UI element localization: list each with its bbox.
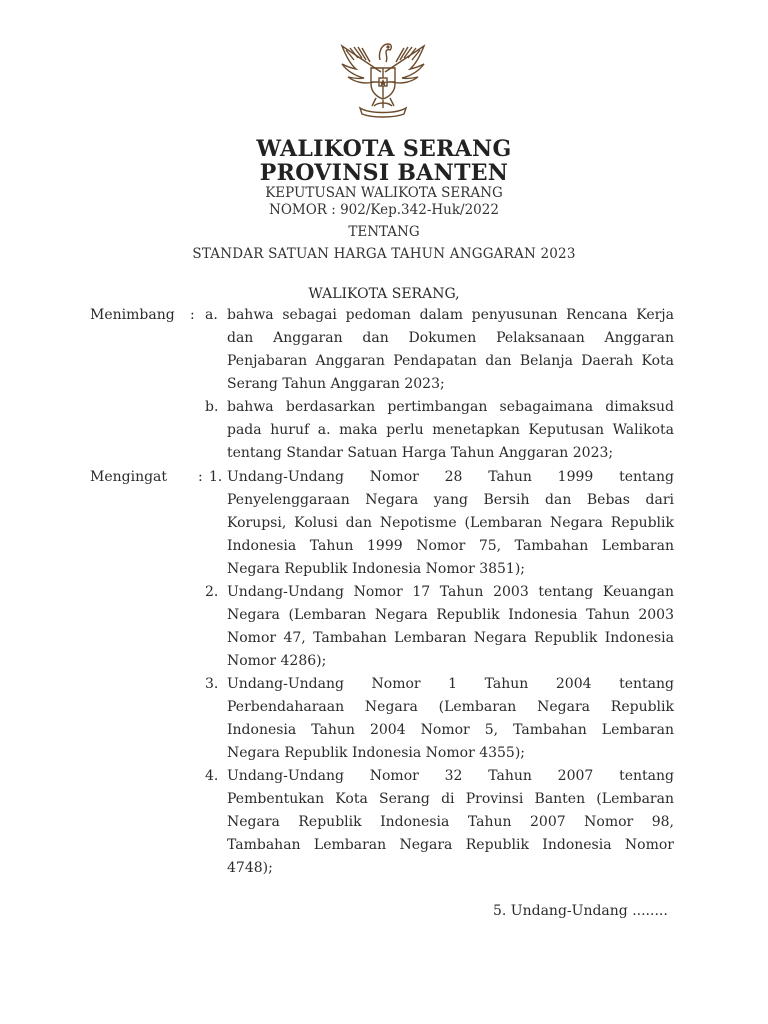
list-item: Undang-Undang Nomor 28 Tahun 1999 tentang Penyelenggaraan Negara yang Bersih dan Bebas dari Korupsi, Kolusi dan Nepotisme (Lembaran Negara Republik Indonesia Tahun 1999 Nomor 75, Tambahan Lembaran Negara Republik Indonesia Nomor 3851); bbox=[227, 469, 674, 577]
list-marker: b. bbox=[205, 399, 219, 415]
garuda-emblem-icon bbox=[334, 36, 432, 118]
list-marker: 4. bbox=[205, 768, 219, 784]
list-item: bahwa berdasarkan pertimbangan sebagaimana dimaksud pada huruf a. maka perlu menetapkan Keputusan Walikota tentang Standar Satuan Harga Tahun Anggaran 2023; bbox=[227, 399, 674, 461]
list-item: Undang-Undang Nomor 32 Tahun 2007 tentang Pembentukan Kota Serang di Provinsi Banten (Lembaran Negara Republik Indonesia Tahun 2007 Nomor 98, Tambahan Lembaran Negara Republik Indonesia Nomor 4748); bbox=[227, 768, 674, 876]
opening-line: WALIKOTA SERANG, bbox=[308, 286, 460, 302]
list-marker: 2. bbox=[205, 584, 219, 600]
list-item: bahwa sebagai pedoman dalam penyusunan Rencana Kerja dan Anggaran dan Dokumen Pelaksanaan Anggaran Penjabaran Anggaran Pendapatan dan Belanja Daerah Kota Serang Tahun Anggaran 2023; bbox=[227, 307, 674, 392]
menimbang-label: Menimbang bbox=[90, 307, 175, 323]
list-item: Undang-Undang Nomor 17 Tahun 2003 tentang Keuangan Negara (Lembaran Negara Republik Indonesia Tahun 2003 Nomor 47, Tambahan Lembaran Negara Republik Indonesia Nomor 4286); bbox=[227, 584, 674, 669]
about-heading: TENTANG bbox=[348, 224, 420, 240]
list-marker: a. bbox=[205, 307, 218, 323]
mengingat-label: Mengingat bbox=[90, 469, 168, 485]
page-continuation: 5. Undang-Undang ........ bbox=[493, 903, 668, 919]
province-title: PROVINSI BANTEN bbox=[259, 160, 509, 186]
decree-heading: KEPUTUSAN WALIKOTA SERANG bbox=[265, 185, 503, 201]
list-marker: 1. bbox=[209, 469, 223, 485]
decree-subject: STANDAR SATUAN HARGA TAHUN ANGGARAN 2023 bbox=[192, 246, 576, 262]
mengingat-colon: : bbox=[198, 469, 203, 485]
menimbang-colon: : bbox=[190, 307, 195, 323]
document-title: WALIKOTA SERANG bbox=[256, 136, 512, 162]
decree-number: NOMOR : 902/Kep.342-Huk/2022 bbox=[269, 202, 499, 218]
list-marker: 3. bbox=[205, 676, 219, 692]
list-item: Undang-Undang Nomor 1 Tahun 2004 tentang Perbendaharaan Negara (Lembaran Negara Republik Indonesia Tahun 2004 Nomor 5, Tambahan Lembaran Negara Republik Indonesia Nomor 4355); bbox=[227, 676, 674, 761]
